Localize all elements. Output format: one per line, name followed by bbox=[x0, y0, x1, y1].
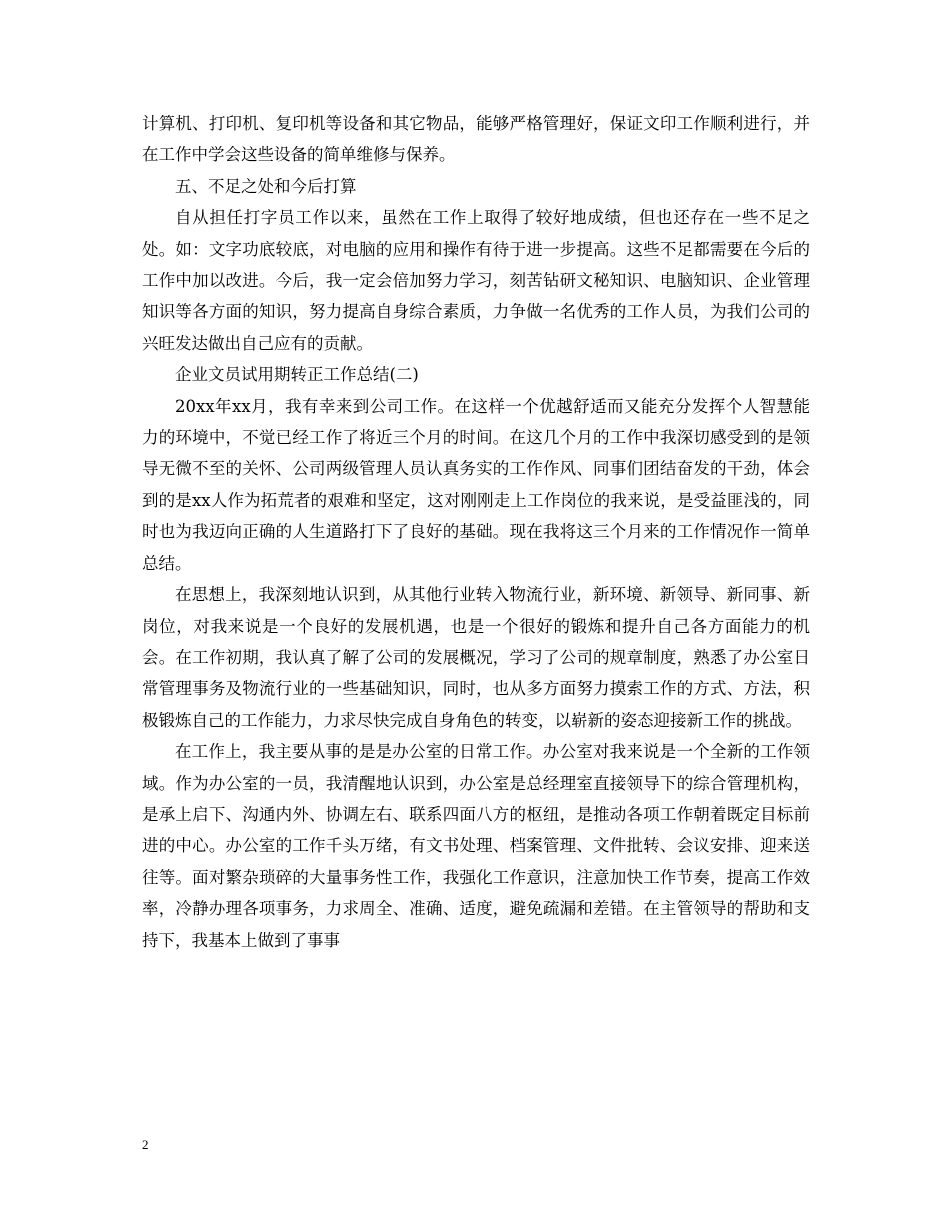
paragraph-continuation: 计算机、打印机、复印机等设备和其它物品，能够严格管理好，保证文印工作顺利进行，并在工作中学会这些设备的简单维修与保养。 bbox=[142, 114, 810, 165]
document-subtitle: 企业文员试用期转正工作总结(二) bbox=[175, 365, 419, 385]
paragraph-thinking: 在思想上，我深刻地认识到，从其他行业转入物流行业，新环境、新领导、新同事、新岗位，对我来说是一个良好的发展机遇，也是一个很好的锻炼和提升自己各方面能力的机会。在工作初期，我认真了解了公司的发展概况，学习了公司的规章制度，熟悉了办公室日常管理事务及物流行业的一些基础知识，同时，也从多方面努力摸索工作的方式、方法，积极锻炼自己的工作能力，力求尽快完成自身角色的转变，以崭新的姿态迎接新工作的挑战。 bbox=[142, 585, 810, 730]
document-body bbox=[142, 108, 810, 956]
section-heading-shortcomings: 五、不足之处和今后打算 bbox=[175, 176, 357, 196]
page-number: 2 bbox=[142, 1137, 149, 1152]
paragraph-work: 在工作上，我主要从事的是是办公室的日常工作。办公室对我来说是一个全新的工作领域。作为办公室的一员，我清醒地认识到，办公室是总经理室直接领导下的综合管理机构，是承上启下、沟通内外、协调左右、联系四面八方的枢纽，是推动各项工作朝着既定目标前进的中心。办公室的工作千头万绪，有文书处理、档案管理、文件批转、会议安排、迎来送往等。面对繁杂琐碎的大量事务性工作，我强化工作意识，注意加快工作节奏，提高工作效率，冷静办理各项事务，力求周全、准确、适度，避免疏漏和差错。在主管领导的帮助和支持下，我基本上做到了事事 bbox=[142, 742, 810, 950]
paragraph-shortcomings: 自从担任打字员工作以来，虽然在工作上取得了较好地成绩，但也还存在一些不足之处。如：文字功底较底，对电脑的应用和操作有待于进一步提高。这些不足都需要在今后的工作中加以改进。今后，我一定会倍加努力学习，刻苦钻研文秘知识、电脑知识、企业管理知识等各方面的知识，努力提高自身综合素质，力争做一名优秀的工作人员，为我们公司的兴旺发达做出自己应有的贡献。 bbox=[142, 208, 810, 353]
paragraph-introduction: 20xx年xx月，我有幸来到公司工作。在这样一个优越舒适而又能充分发挥个人智慧能力的环境中，不觉已经工作了将近三个月的时间。在这几个月的工作中我深切感受到的是领导无微不至的关怀、公司两级管理人员认真务实的工作作风、同事们团结奋发的干劲，体会到的是xx人作为拓荒者的艰难和坚定，这对刚刚走上工作岗位的我来说，是受益匪浅的，同时也为我迈向正确的人生道路打下了良好的基础。现在我将这三个月来的工作情况作一简单总结。 bbox=[142, 396, 810, 573]
